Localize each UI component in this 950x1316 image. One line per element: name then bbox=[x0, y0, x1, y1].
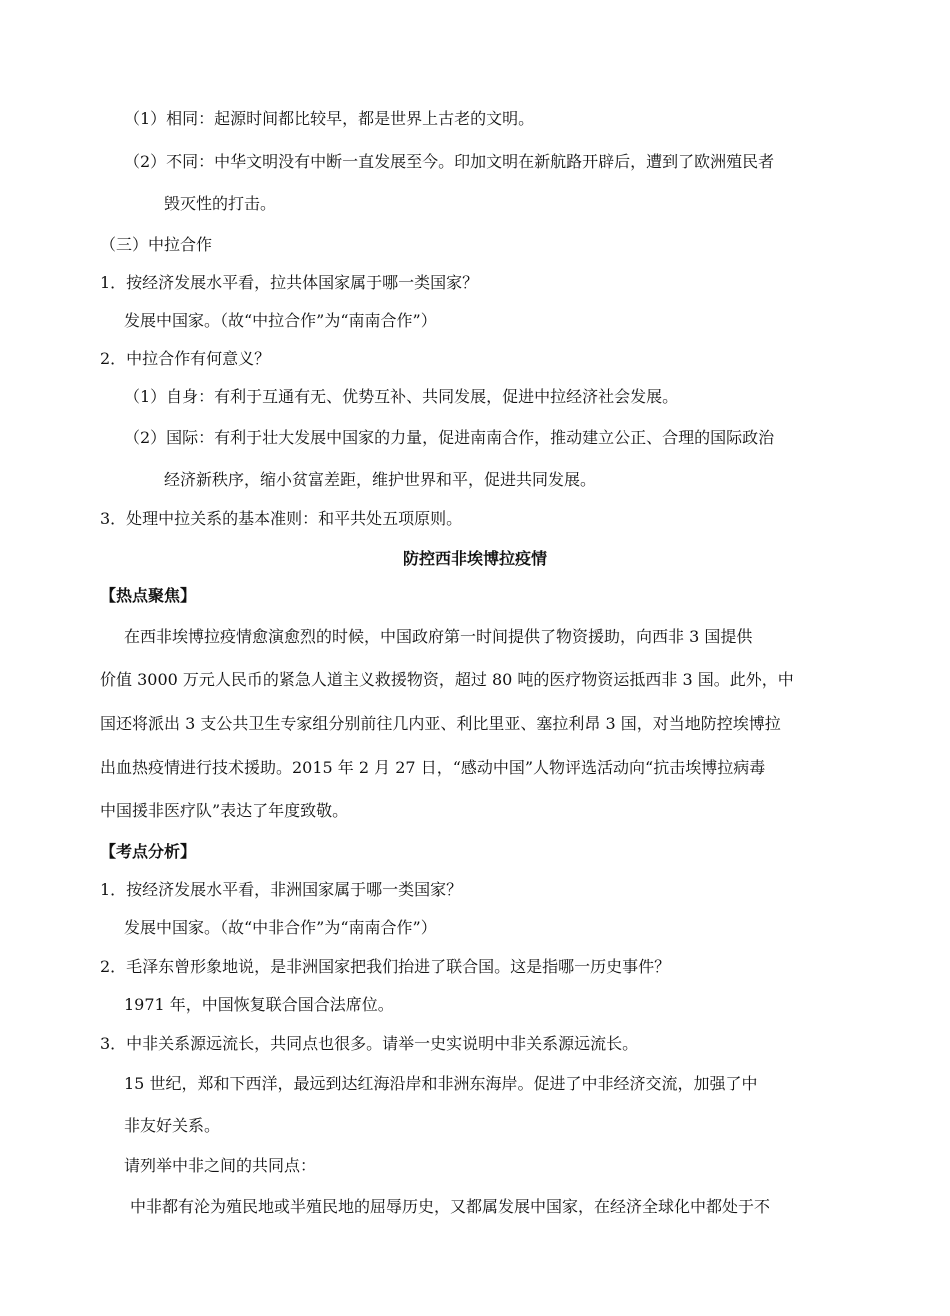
hot-focus-heading: 【热点聚焦】 bbox=[100, 586, 197, 605]
analysis-answer-3-cont: 非友好关系。 bbox=[124, 1116, 221, 1135]
analysis-question-3: 3．中非关系源远流长，共同点也很多。请举一史实说明中非关系源远流长。 bbox=[100, 1034, 639, 1053]
answer-2-intl: （2）国际：有利于壮大发展中国家的力量，促进南南合作，推动建立公正、合理的国际政治 bbox=[124, 428, 775, 447]
analysis-question-2: 2．毛泽东曾形象地说，是非洲国家把我们抬进了联合国。这是指哪一历史事件？ bbox=[100, 957, 671, 976]
analysis-heading: 【考点分析】 bbox=[100, 842, 197, 861]
analysis-answer-3: 15 世纪，郑和下西洋，最远到达红海沿岸和非洲东海岸。促进了中非经济交流，加强了中 bbox=[124, 1074, 758, 1093]
same-point: （1）相同：起源时间都比较早，都是世界上古老的文明。 bbox=[124, 109, 535, 128]
difference-point-cont: 毁灭性的打击。 bbox=[164, 194, 277, 213]
focus-paragraph-line: 价值 3000 万元人民币的紧急人道主义救援物资，超过 80 吨的医疗物资运抵西非 3 国。此外，中 bbox=[100, 670, 794, 689]
section-heading-china-latam: （三）中拉合作 bbox=[100, 235, 213, 254]
focus-paragraph-line: 国还将派出 3 支公共卫生专家组分别前往几内亚、利比里亚、塞拉利昂 3 国，对当地防控埃博拉 bbox=[100, 714, 781, 733]
analysis-question-1: 1．按经济发展水平看，非洲国家属于哪一类国家？ bbox=[100, 880, 463, 899]
question-1: 1．按经济发展水平看，拉共体国家属于哪一类国家？ bbox=[100, 273, 479, 292]
difference-point: （2）不同：中华文明没有中断一直发展至今。印加文明在新航路开辟后，遭到了欧洲殖民者 bbox=[124, 152, 775, 171]
focus-paragraph-line: 中国援非医疗队”表达了年度致敬。 bbox=[100, 801, 349, 820]
answer-2-intl-cont: 经济新秩序，缩小贫富差距，维护世界和平，促进共同发展。 bbox=[164, 470, 597, 489]
question-3-principle: 3．处理中拉关系的基本准则：和平共处五项原则。 bbox=[100, 509, 463, 528]
answer-1: 发展中国家。（故“中拉合作”为“南南合作”） bbox=[124, 311, 437, 330]
question-2: 2．中拉合作有何意义？ bbox=[100, 349, 271, 368]
common-points-answer: 中非都有沦为殖民地或半殖民地的屈辱历史，又都属发展中国家，在经济全球化中都处于不 bbox=[130, 1197, 771, 1216]
analysis-answer-1: 发展中国家。（故“中非合作”为“南南合作”） bbox=[124, 918, 437, 937]
answer-2-self: （1）自身：有利于互通有无、优势互补、共同发展，促进中拉经济社会发展。 bbox=[124, 387, 679, 406]
focus-paragraph-line: 在西非埃博拉疫情愈演愈烈的时候，中国政府第一时间提供了物资援助，向西非 3 国提供 bbox=[124, 627, 753, 646]
ebola-title: 防控西非埃博拉疫情 bbox=[402, 549, 547, 568]
focus-paragraph-line: 出血热疫情进行技术援助。2015 年 2 月 27 日，“感动中国”人物评选活动向“抗击埃博拉病毒 bbox=[100, 758, 766, 777]
analysis-answer-2: 1971 年，中国恢复联合国合法席位。 bbox=[124, 995, 394, 1014]
common-points-question: 请列举中非之间的共同点： bbox=[124, 1156, 317, 1175]
